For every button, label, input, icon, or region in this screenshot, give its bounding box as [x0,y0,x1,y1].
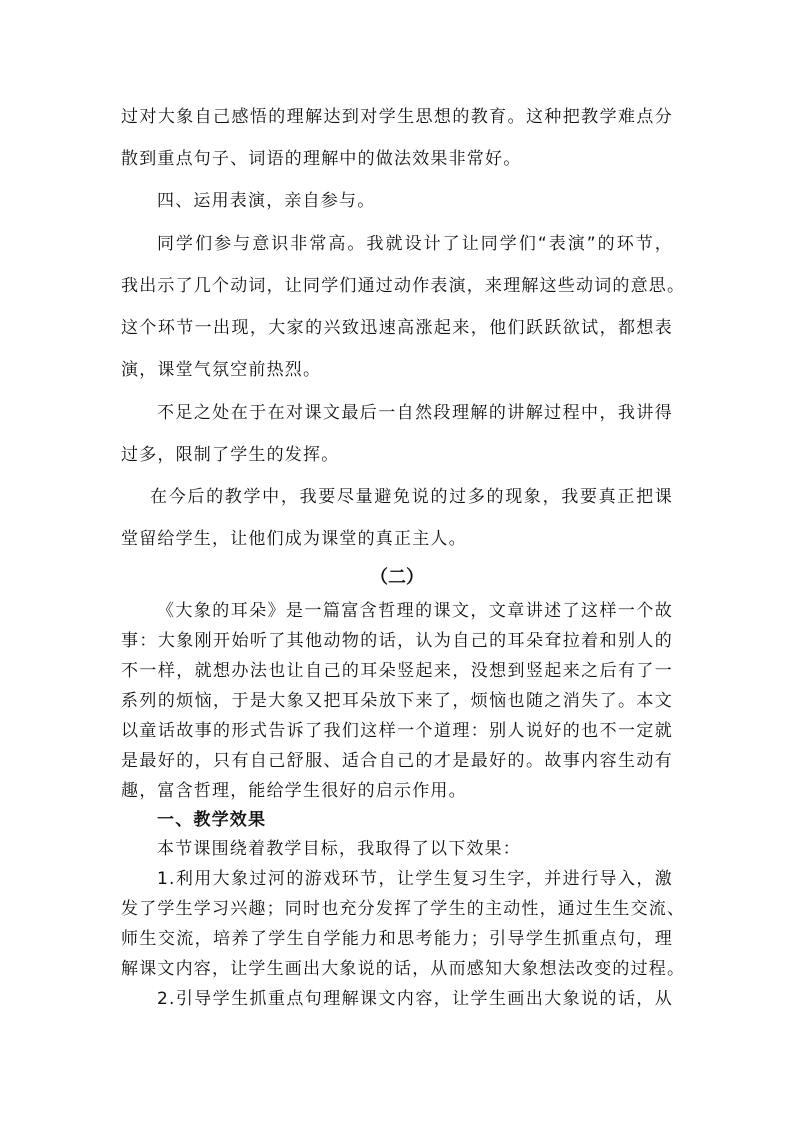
paragraph-line: 发了学生学习兴趣；同时也充分发挥了学生的主动性，通过生生交流、 [121,899,686,919]
paragraph-line: 不一样，就想办法也让自己的耳朵竖起来，没想到竖起来之后有了一 [121,661,673,681]
subsection-heading: 一、教学效果 [157,810,267,830]
paragraph-line: 不足之处在于在对课文最后一自然段理解的讲解过程中，我讲得 [157,403,673,423]
paragraph-line: 我出示了几个动词，让同学们通过动作表演，来理解这些动词的意思。 [121,276,686,296]
paragraph-line: 事：大象刚开始听了其他动物的话，认为自己的耳朵耷拉着和别人的 [121,631,673,651]
paragraph-line: 本节课围绕着教学目标，我取得了以下效果： [157,839,521,859]
section-heading-line: 四、运用表演，亲自参与。 [157,191,376,211]
paragraph-line: 师生交流，培养了学生自学能力和思考能力；引导学生抓重点句，理 [121,929,673,949]
paragraph-line: 以童话故事的形式告诉了我们这样一个道理：别人说好的也不一定就 [121,721,673,741]
paragraph-line: 2.引导学生抓重点句理解课文内容，让学生画出大象说的话，从 [157,989,673,1009]
section-title: （二） [370,567,424,588]
paragraph-line: 在今后的教学中，我要尽量避免说的过多的现象，我要真正把课 [150,487,673,507]
paragraph-line: 这个环节一出现，大家的兴致迅速高涨起来，他们跃跃欲试，都想表 [121,318,673,338]
paragraph-line: 演，课堂气氛空前热烈。 [121,360,322,380]
paragraph-line: 过多，限制了学生的发挥。 [121,445,340,465]
paragraph-line: 系列的烦恼，于是大象又把耳朵放下来了，烦恼也随之消失了。本文 [121,691,673,711]
paragraph-line: 1.利用大象过河的游戏环节，让学生复习生字，并进行导入，激 [157,869,673,889]
paragraph-line: 趣，富含哲理，能给学生很好的启示作用。 [121,781,467,801]
paragraph-line: 散到重点句子、词语的理解中的做法效果非常好。 [121,149,522,169]
paragraph-line: 同学们参与意识非常高。我就设计了让同学们“表演”的环节， [157,234,673,254]
paragraph-line: 过对大象自己感悟的理解达到对学生思想的教育。这种把教学难点分 [121,107,673,127]
paragraph-line: 《大象的耳朵》是一篇富含哲理的课文，文章讲述了这样一个故 [157,601,673,621]
paragraph-line: 是最好的，只有自己舒服、适合自己的才是最好的。故事内容生动有 [121,751,673,771]
paragraph-line: 解课文内容，让学生画出大象说的话，从而感知大象想法改变的过程。 [121,959,686,979]
paragraph-line: 堂留给学生，让他们成为课堂的真正主人。 [121,529,467,549]
